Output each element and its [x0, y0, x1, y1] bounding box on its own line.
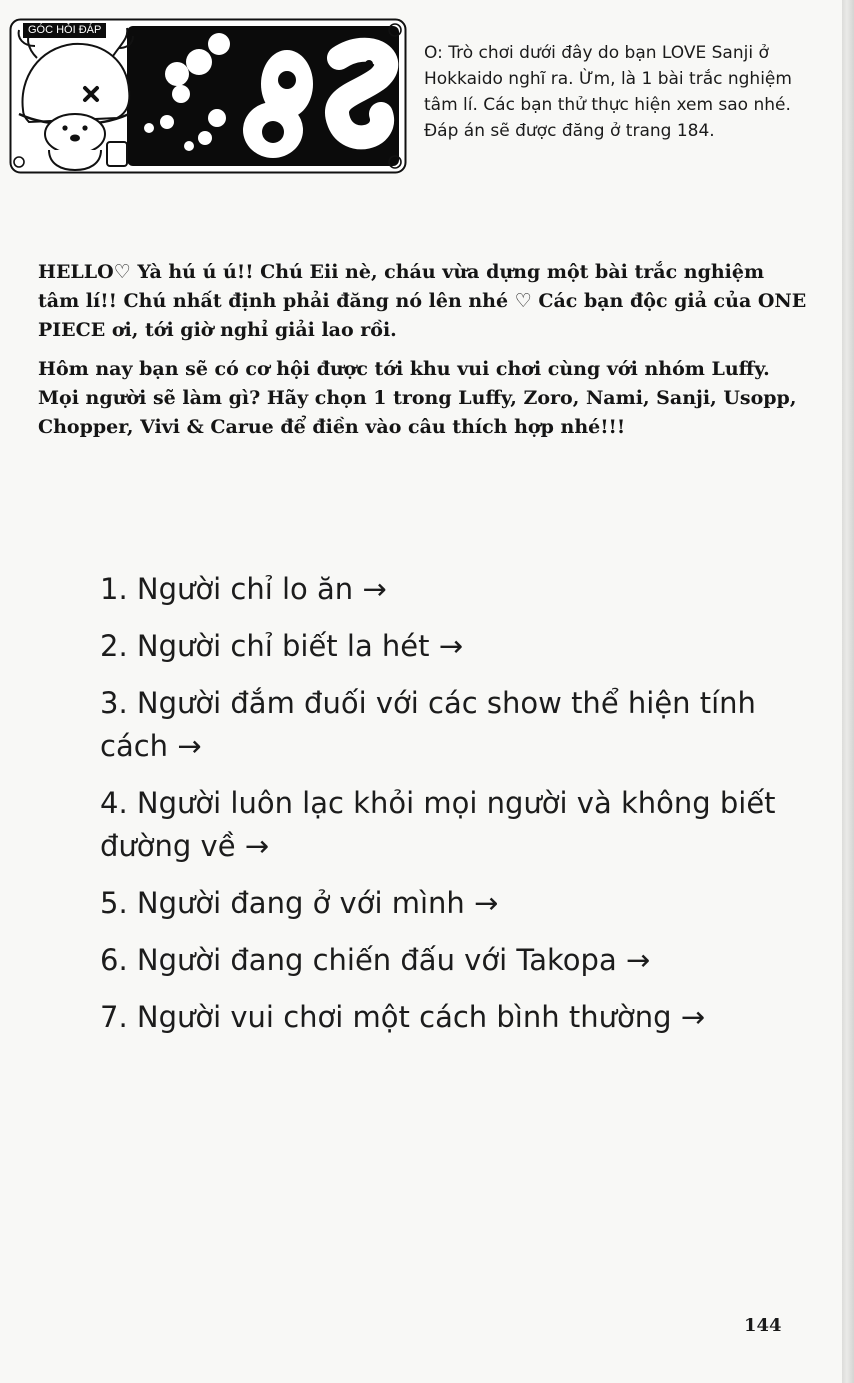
body-paragraph-instructions: Hôm nay bạn sẽ có cơ hội được tới khu vui chơi cùng với nhóm Luffy. Mọi người sẽ làm gì? Hãy chọn 1 trong Luffy, Zoro, Nami, Sanji, Usopp, Chopper, Vivi & Carue để điền vào câu thích hợp nhé!!! [38, 358, 797, 438]
page-number: 144 [744, 1315, 782, 1336]
quiz-question-4: 4. Người luôn lạc khỏi mọi người và không biết đường về → [100, 786, 776, 863]
section-label: GÓC HỎI ĐÁP [23, 23, 106, 38]
intro-text: O: Trò chơi dưới đây do bạn LOVE Sanji ở Hokkaido nghĩ ra. Ừm, là 1 bài trắc nghiệm tâm lí. Các bạn thử thực hiện xem sao nhé. Đáp án sẽ được đăng ở trang 184. [424, 43, 792, 141]
chopper-sbs-banner-icon [9, 18, 407, 174]
quiz-question-7: 7. Người vui chơi một cách bình thường → [100, 1000, 706, 1034]
sbs-banner [9, 18, 407, 174]
quiz-question-list [100, 568, 820, 1053]
quiz-question-6: 6. Người đang chiến đấu với Takopa → [100, 943, 651, 977]
quiz-question-3: 3. Người đắm đuối với các show thể hiện tính cách → [100, 686, 756, 763]
page-edge-shadow [842, 0, 854, 1383]
body-paragraph-greeting: HELLO♡ Yà hú ú ú!! Chú Eii nè, cháu vừa dựng một bài trắc nghiệm tâm lí!! Chú nhất định phải đăng nó lên nhé ♡ Các bạn độc giả của ONE PIECE ơi, tới giờ nghỉ giải lao rồi. [38, 261, 807, 341]
quiz-question-2: 2. Người chỉ biết la hét → [100, 629, 464, 663]
quiz-question-1: 1. Người chỉ lo ăn → [100, 572, 387, 606]
quiz-question-5: 5. Người đang ở với mình → [100, 886, 499, 920]
